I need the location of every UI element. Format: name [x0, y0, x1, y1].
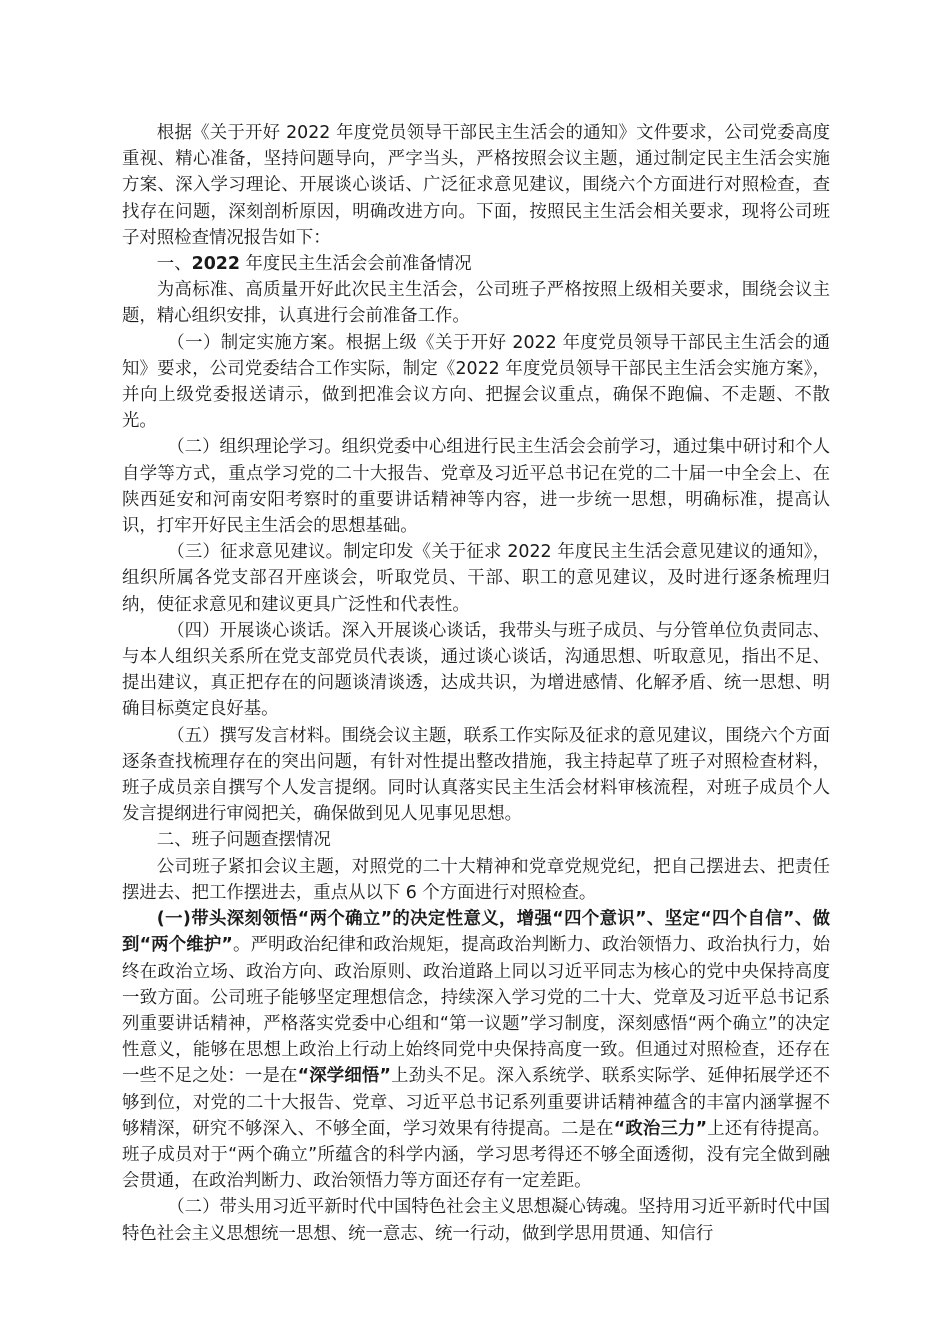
section1-item4: （四）开展谈心谈话。深入开展谈心谈话，我带头与班子成员、与分管单位负责同志、与本人组织关系所在党支部党员代表谈，通过谈心谈话，沟通思想、听取意见，指出不足、提出建议，真正把存在的问题谈清谈透，达成共识，为增进感情、化解矛盾、统一思想、明确目标奠定良好基。 [122, 620, 830, 720]
section2-intro: 公司班子紧扣会议主题，对照党的二十大精神和党章党规党纪，把自己摆进去、把责任摆进去、把工作摆进去，重点从以下 6 个方面进行对照检查。 [122, 856, 830, 903]
section2-item1 [122, 906, 830, 1194]
section2-item1-text-a: 。严明政治纪律和政治规矩，提高政治判断力、政治领悟力、政治执行力，始终在政治立场、政治方向、政治原则、政治道路上同以习近平同志为核心的党中央保持高度一致方面。公司班子能够坚定理想信念，持续深入学习党的二十大、党章及习近平总书记系列重要讲话精神，严格落实党委中心组和“第一议题”学习制度，深刻感悟“两个确立”的决定性意义，能够在思想上政治上行动上始终同党中央保持高度一致。但通过对照检查，还存在一些不足之处：一是在 [122, 935, 830, 1087]
section1-intro: 为高标准、高质量开好此次民主生活会，公司班子严格按照上级相关要求，围绕会议主题，精心组织安排，认真进行会前准备工作。 [122, 280, 830, 327]
section2-item1-emph2: “政治三力” [613, 1118, 708, 1139]
section2-item1-title: (一)带头深刻领悟“两个确立”的决定性意义，增强“四个意识”、坚定“四个自信”、做到“两个维护” [122, 909, 830, 956]
document-body [122, 120, 830, 1247]
section2-item1-emph1: “深学细悟” [297, 1066, 391, 1087]
section1-item1: （一）制定实施方案。根据上级《关于开好 2022 年度党员领导干部民主生活会的通知》要求，公司党委结合工作实际，制定《2022 年度党员领导干部民主生活会实施方案》，并向上级党委报送请示，做到把准会议方向、把握会议重点，确保不跑偏、不走题、不散光。 [122, 332, 830, 432]
section2-item1-text-b: 上劲头不足。深入系统学、联系实际学、延伸拓展学还不够到位，对党的二十大报告、党章、习近平总书记系列重要讲话精神蕴含的丰富内涵掌握不够精深，研究不够深入、不够全面，学习效果有待提高。二是在 [122, 1066, 830, 1139]
section1-heading [122, 251, 830, 277]
section2-item2: （二）带头用习近平新时代中国特色社会主义思想凝心铸魂。坚持用习近平新时代中国特色社会主义思想统一思想、统一意志、统一行动，做到学思用贯通、知信行 [122, 1197, 830, 1244]
section1-heading-prefix: 一、 [156, 254, 192, 275]
section2-item1-text-c: 上还有待提高。班子成员对于“两个确立”所蕴含的科学内涵，学习思考得还不够全面透彻，没有完全做到融会贯通，在政治判断力、政治领悟力等方面还存有一定差距。 [122, 1118, 830, 1192]
section1-item2: （二）组织理论学习。组织党委中心组进行民主生活会会前学习，通过集中研讨和个人自学等方式，重点学习党的二十大报告、党章及习近平总书记在党的二十届一中全会上、在陕西延安和河南安阳考察时的重要讲话精神等内容，进一步统一思想，明确标准，提高认识，打牢开好民主生活会的思想基础。 [122, 437, 830, 537]
section2-heading: 二、班子问题查摆情况 [156, 830, 331, 851]
section1-heading-text: 年度民主生活会会前准备情况 [240, 254, 472, 275]
intro-paragraph: 根据《关于开好 2022 年度党员领导干部民主生活会的通知》文件要求，公司党委高度重视、精心准备，坚持问题导向，严字当头，严格按照会议主题，通过制定民主生活会实施方案、深入学习理论、开展谈心谈话、广泛征求意见建议，围绕六个方面进行对照检查，查找存在问题，深刻剖析原因，明确改进方向。下面，按照民主生活会相关要求，现将公司班子对照检查情况报告如下： [122, 123, 830, 248]
section1-item5: （五）撰写发言材料。围绕会议主题，联系工作实际及征求的意见建议，围绕六个方面逐条查找梳理存在的突出问题，有针对性提出整改措施，我主持起草了班子对照检查材料，班子成员亲自撰写个人发言提纲。同时认真落实民主生活会材料审核流程，对班子成员个人发言提纲进行审阅把关，确保做到见人见事见思想。 [122, 725, 830, 825]
section1-heading-year: 2022 [191, 254, 240, 275]
section1-item3: （三）征求意见建议。制定印发《关于征求 2022 年度民主生活会意见建议的通知》，组织所属各党支部召开座谈会，听取党员、干部、职工的意见建议，及时进行逐条梳理归纳，使征求意见和建议更具广泛性和代表性。 [122, 542, 830, 615]
